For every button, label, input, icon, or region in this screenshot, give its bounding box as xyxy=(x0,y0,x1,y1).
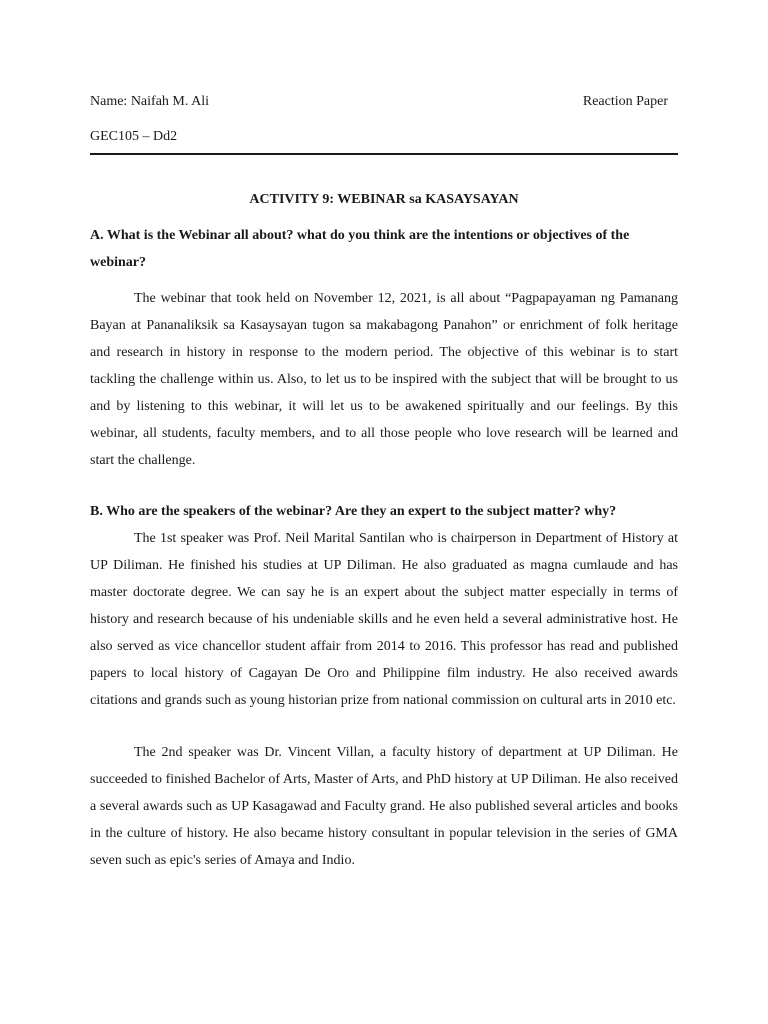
document-body xyxy=(90,186,678,874)
header-name-row xyxy=(90,92,680,112)
spacer xyxy=(90,714,678,739)
spacer xyxy=(90,474,678,498)
document-type: Reaction Paper xyxy=(582,94,668,109)
section-a-paragraph: The webinar that took held on November 12, 2021, is all about “Pagpapayaman ng Pamanang Bayan at Pananaliksik sa Kasaysayan tugon sa makabagong Panahon” or enrichment of folk heritage and research in history in response to the modern period. The objective of this webinar is to start tackling the challenge within us. Also, to let us to be inspired with the subject that will be brought to us and by listening to this webinar, it will let us to be awakened spiritually and our feelings. By this webinar, all students, faculty members, and to all those people who love research will be learned and start the challenge. xyxy=(90,291,678,468)
document-title: ACTIVITY 9: WEBINAR sa KASAYSAYAN xyxy=(249,192,519,207)
course-code: GEC105 – Dd2 xyxy=(90,129,178,144)
section-a-question: A. What is the Webinar all about? what do you think are the intentions or objectives of the webinar? xyxy=(90,228,630,270)
author-name: Name: Naifah M. Ali xyxy=(90,94,209,109)
section-b-question: B. Who are the speakers of the webinar? Are they an expert to the subject matter? why? xyxy=(90,504,617,519)
header-divider xyxy=(90,153,678,155)
section-b-paragraph-2: The 2nd speaker was Dr. Vincent Villan, a faculty history of department at UP Diliman. He succeeded to finished Bachelor of Arts, Master of Arts, and PhD history at UP Diliman. He also received a several awards such as UP Kasagawad and Faculty grand. He also published several articles and books in the culture of history. He also became history consultant in popular television in the series of GMA seven such as epic's series of Amaya and Indio. xyxy=(90,745,678,868)
header-course-row xyxy=(90,127,680,147)
spacer xyxy=(90,276,678,285)
section-b-paragraph-1: The 1st speaker was Prof. Neil Marital Santilan who is chairperson in Department of History at UP Diliman. He finished his studies at UP Diliman. He also graduated as magna cumlaude and has master doctorate degree. We can say he is an expert about the subject matter especially in terms of history and research because of his undeniable skills and he even held a several administrative host. He also served as vice chancellor student affair from 2014 to 2016. This professor has read and published papers to local history of Cagayan De Oro and Philippine film industry. He also received awards citations and grands such as young historian prize from national commission on cultural arts in 2010 etc. xyxy=(90,531,678,708)
